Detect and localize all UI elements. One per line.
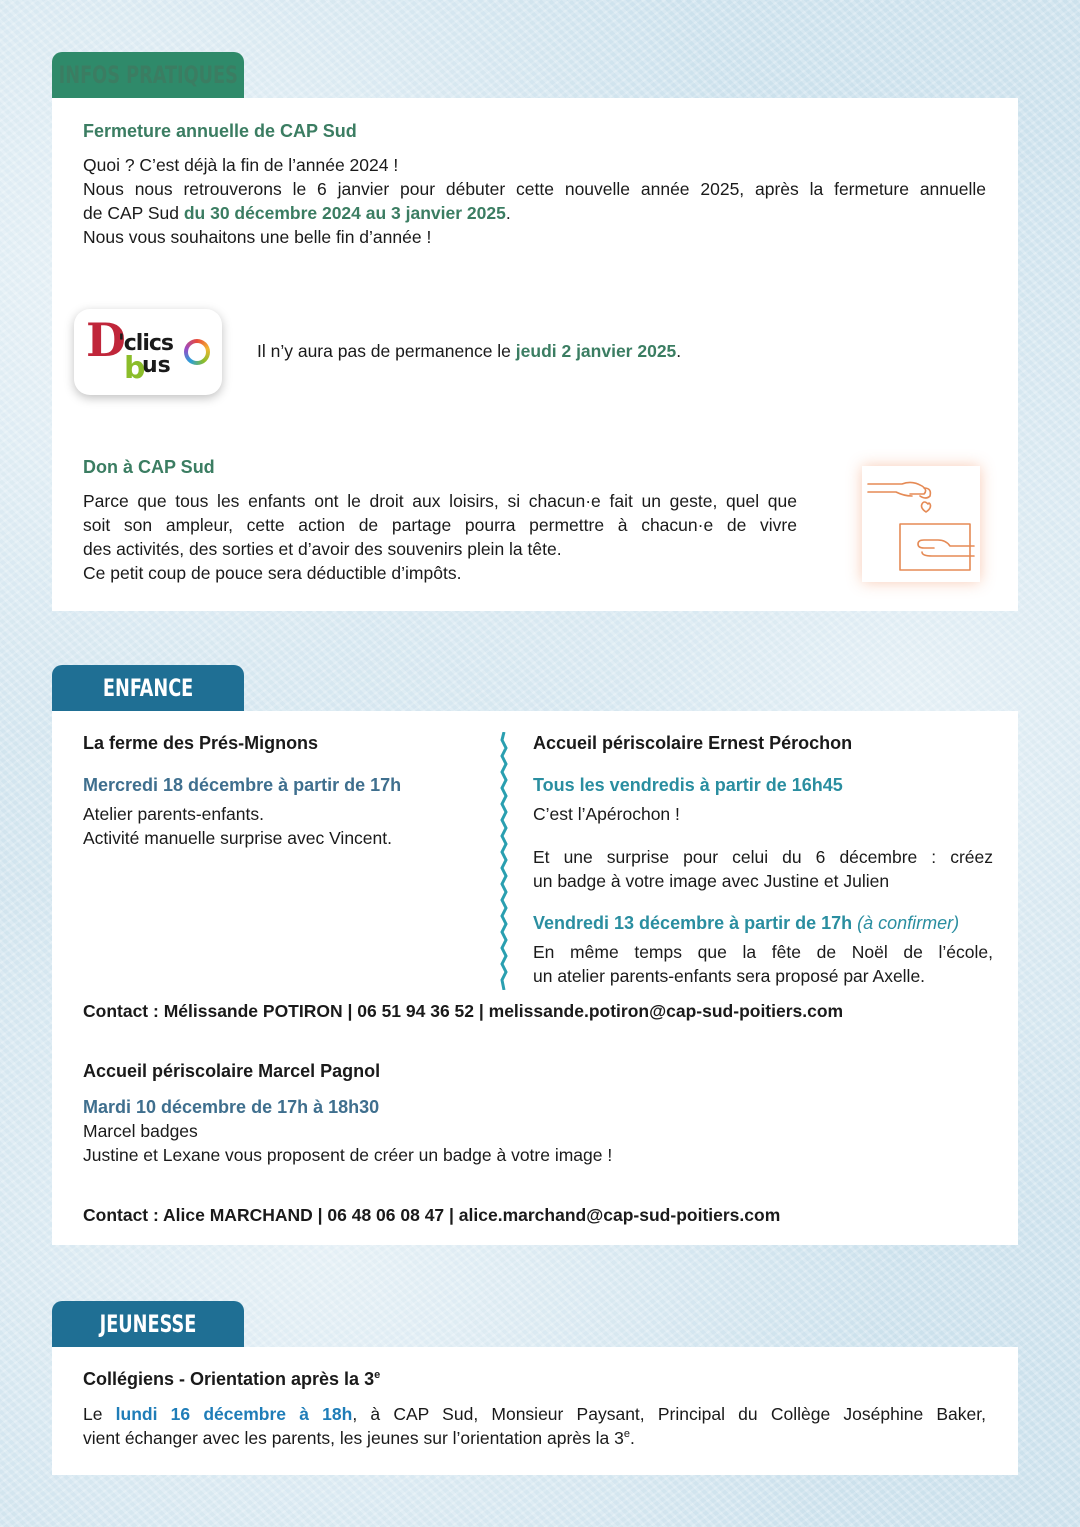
don-paragraph: Parce que tous les enfants ont le droit aux loisirs, si chacun·e fait un geste, quel que soit son ampleur, cette action de partage pourra permettre à chacun·e de vivre des activités, des sorties et d’avoir des souvenirs plein la tête. Ce petit coup de pouce sera déductible d’impôts.: [83, 491, 797, 583]
section-tab-jeunesse: JEUNESSE: [52, 1301, 244, 1347]
pagnol-title: Accueil périscolaire Marcel Pagnol: [83, 1061, 381, 1081]
wavy-divider: [500, 732, 508, 990]
section-tab-enfance: ENFANCE: [52, 665, 244, 711]
ernest-date-1: Tous les vendredis à partir de 16h45: [533, 775, 843, 795]
ernest-text-3: En même temps que la fête de Noël de l’école, un atelier parents-enfants sera proposé par Axelle.: [533, 942, 993, 986]
fermeture-paragraph: Quoi ? C’est déjà la fin de l’année 2024 ! Nous nous retrouverons le 6 janvier pour débuter cette nouvelle année 2025, après la fermeture annuelle de CAP Sud du 30 décembre 2024 au 3 janvier 2025. Nous vous souhaitons une belle fin d’année !: [83, 155, 986, 247]
pagnol-date: Mardi 10 décembre de 17h à 18h30: [83, 1097, 380, 1117]
ferme-title: La ferme des Prés-Mignons: [83, 733, 319, 753]
ferme-description: Atelier parents-enfants. Activité manuelle surprise avec Vincent.: [83, 804, 392, 848]
donation-hands-icon: [862, 466, 980, 582]
don-title: Don à CAP Sud: [83, 457, 215, 477]
dclics-bus-logo: D 'clics b us: [74, 309, 222, 395]
ernest-text-2: Et une surprise pour celui du 6 décembre : créez un badge à votre image avec Justine et Julien: [533, 847, 993, 891]
ernest-date-2: Vendredi 13 décembre à partir de 17h (à confirmer): [533, 913, 960, 933]
contact-alice: Contact : Alice MARCHAND | 06 48 06 08 47 | alice.marchand@cap-sud-poitiers.com: [83, 1205, 781, 1225]
colorful-circle-icon: [184, 339, 210, 365]
section-tab-infos-pratiques: INFOS PRATIQUES: [52, 52, 244, 98]
contact-melissande: Contact : Mélissande POTIRON | 06 51 94 36 52 | melissande.potiron@cap-sud-poitiers.com: [83, 1001, 844, 1021]
ferme-date: Mercredi 18 décembre à partir de 17h: [83, 775, 402, 795]
jeunesse-paragraph: Le lundi 16 décembre à 18h, à CAP Sud, Monsieur Paysant, Principal du Collège Joséphine Baker, vient échanger avec les parents, les jeunes sur l’orientation après la 3e.: [83, 1404, 986, 1448]
ernest-title: Accueil périscolaire Ernest Pérochon: [533, 733, 853, 753]
donation-illustration: [862, 466, 980, 582]
fermeture-title: Fermeture annuelle de CAP Sud: [83, 121, 357, 141]
ernest-text-1: C’est l’Apérochon !: [533, 804, 680, 824]
dclics-notice: Il n’y aura pas de permanence le jeudi 2 janvier 2025.: [257, 341, 682, 361]
jeunesse-title: Collégiens - Orientation après la 3e: [83, 1369, 381, 1389]
pagnol-description: Marcel badges Justine et Lexane vous proposent de créer un badge à votre image !: [83, 1121, 613, 1165]
